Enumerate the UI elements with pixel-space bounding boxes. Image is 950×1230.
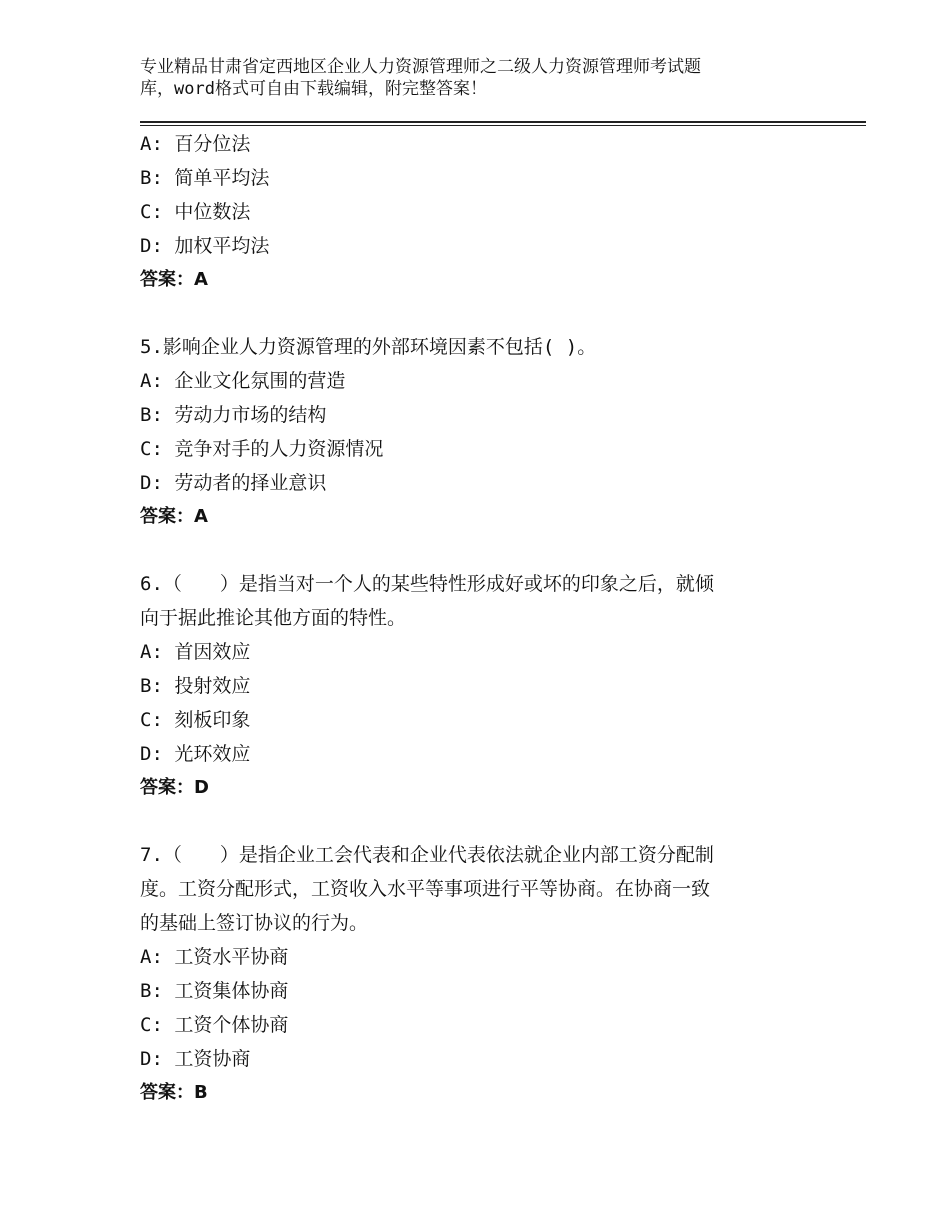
question-text-line-1: 7.（ ）是指企业工会代表和企业代表依法就企业内部工资分配制 (140, 844, 714, 866)
answer-label: 答案：A (140, 269, 208, 290)
spacer (140, 805, 820, 838)
option-c: C: 竞争对手的人力资源情况 (140, 438, 384, 460)
question-text-line-3: 的基础上签订协议的行为。 (140, 912, 369, 934)
option-b: B: 劳动力市场的结构 (140, 404, 327, 426)
option-d: D: 工资协商 (140, 1048, 251, 1070)
option-c: C: 中位数法 (140, 201, 251, 223)
option-b: B: 工资集体协商 (140, 980, 289, 1002)
spacer (140, 297, 820, 330)
question-text-line-1: 6.（ ）是指当对一个人的某些特性形成好或坏的印象之后，就倾 (140, 573, 714, 595)
option-d: D: 光环效应 (140, 743, 251, 765)
document-header (140, 56, 780, 100)
option-a: A: 首因效应 (140, 641, 251, 663)
option-a: A: 工资水平协商 (140, 946, 289, 968)
option-a: A: 企业文化氛围的营造 (140, 370, 346, 392)
question-text-line-2: 向于据此推论其他方面的特性。 (140, 607, 407, 629)
option-c: C: 刻板印象 (140, 709, 251, 731)
question-4-block (140, 127, 820, 297)
spacer (140, 534, 820, 567)
question-6-block (140, 567, 820, 805)
option-a: A: 百分位法 (140, 133, 251, 155)
option-d: D: 劳动者的择业意识 (140, 472, 327, 494)
answer-label: 答案：A (140, 506, 208, 527)
header-rule-thick (140, 121, 866, 123)
header-rule-thin (140, 125, 866, 126)
question-text-line-2: 度。工资分配形式，工资收入水平等事项进行平等协商。在协商一致 (140, 878, 711, 900)
option-b: B: 投射效应 (140, 675, 251, 697)
question-7-block (140, 838, 820, 1110)
question-text: 5.影响企业人力资源管理的外部环境因素不包括( )。 (140, 336, 597, 358)
answer-label: 答案：B (140, 1082, 208, 1103)
question-5-block (140, 330, 820, 534)
option-b: B: 简单平均法 (140, 167, 270, 189)
header-title-line-1: 专业精品甘肃省定西地区企业人力资源管理师之二级人力资源管理师考试题 (140, 57, 701, 77)
header-title-line-2: 库，word格式可自由下载编辑，附完整答案！ (140, 79, 487, 99)
document-body (140, 127, 820, 1110)
answer-label: 答案：D (140, 777, 209, 798)
option-c: C: 工资个体协商 (140, 1014, 289, 1036)
option-d: D: 加权平均法 (140, 235, 270, 257)
